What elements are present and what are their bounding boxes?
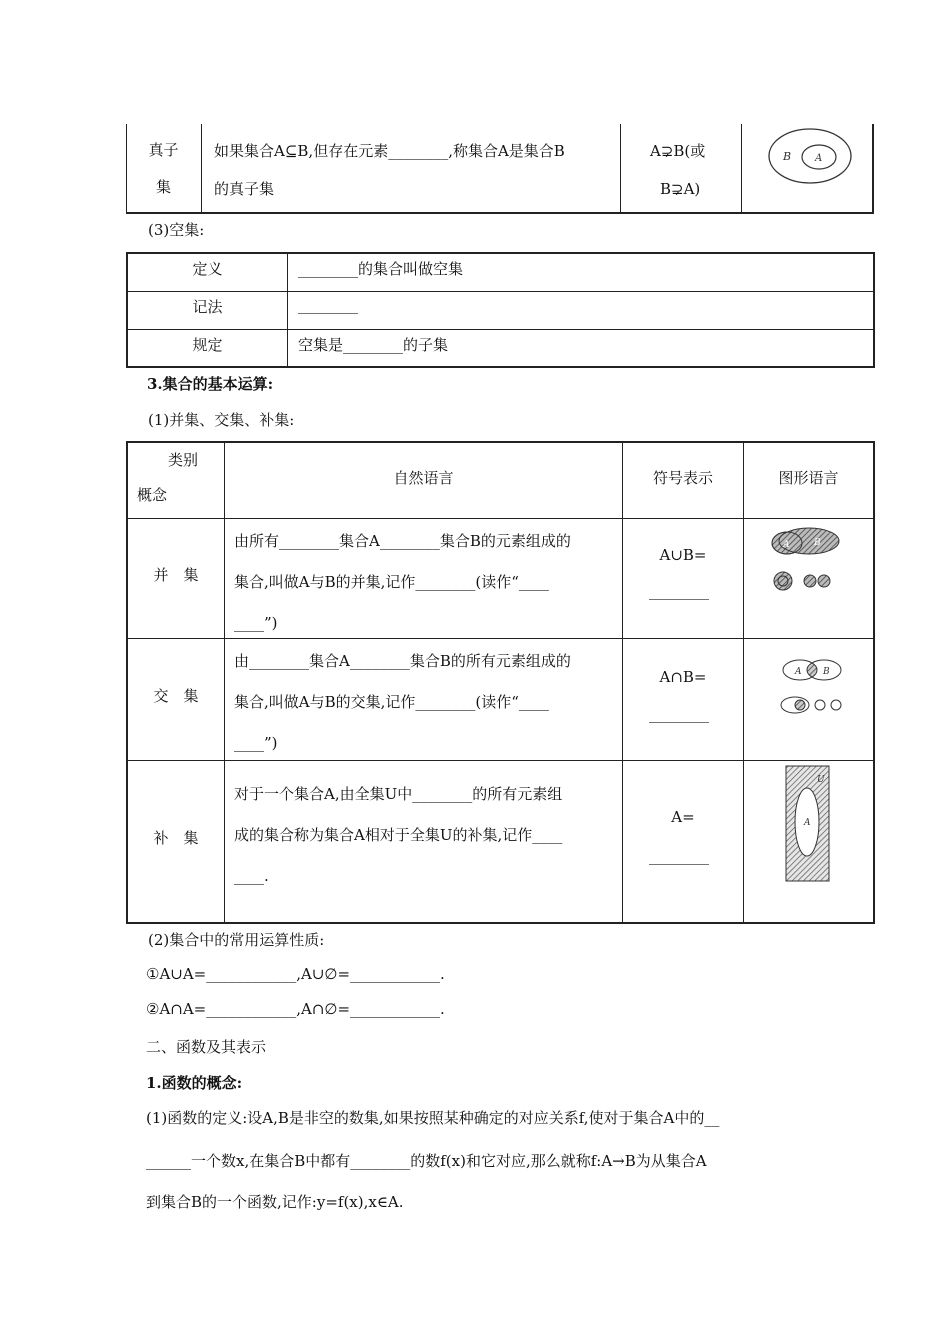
svg-text:A: A <box>804 818 811 828</box>
operations-subheading: (1)并集、交集、补集: <box>148 411 295 429</box>
complement-definition: 对于一个集合A,由全集U中________的所有元素组 成的集合称为集合A相对于全集U的补集,记作____ ____. <box>234 785 563 885</box>
svg-text:B: B <box>814 538 821 548</box>
svg-text:U: U <box>817 775 825 785</box>
function-concept-heading: 1.函数的概念: <box>146 1074 243 1092</box>
function-definition-line-3: 到集合B的一个函数,记作:y=f(x),x∈A. <box>146 1193 404 1211</box>
empty-set-table <box>126 252 875 368</box>
complement-symbol: A= <box>671 808 695 826</box>
intersection-symbol: A∩B= <box>659 668 707 686</box>
properties-line-1: ①A∪A=____________,A∪∅=____________. <box>146 965 445 983</box>
empty-set-heading: (3)空集: <box>148 221 205 239</box>
proper-subset-venn-diagram <box>762 128 858 188</box>
header-graphic: 图形语言 <box>778 469 839 487</box>
proper-subset-label: 真子 集 <box>148 141 179 196</box>
intersection-blank: ________ <box>649 705 709 723</box>
properties-heading: (2)集合中的常用运算性质: <box>148 931 325 949</box>
union-blank: ________ <box>649 582 709 600</box>
header-category: 类别 <box>168 451 199 469</box>
proper-subset-definition: 如果集合A⊆B,但存在元素________,称集合A是集合B 的真子集 <box>214 142 565 198</box>
intersection-venn-diagram <box>778 655 850 717</box>
function-definition-line-1: (1)函数的定义:设A,B是非空的数集,如果按照某种确定的对应关系f,使对于集合A中的__ <box>146 1109 720 1127</box>
complement-label: 补 集 <box>153 829 199 847</box>
union-definition: 由所有________集合A________集合B的元素组成的 集合,叫做A与B的并集,记作________(读作“____ ____”) <box>234 532 571 632</box>
empty-set-row-label: 定义 <box>192 260 223 278</box>
header-natural-language: 自然语言 <box>393 469 454 487</box>
svg-text:B: B <box>783 150 792 163</box>
empty-set-row-content: ________ <box>298 296 358 314</box>
empty-set-row-content: 空集是________的子集 <box>298 336 449 354</box>
header-symbol: 符号表示 <box>652 469 713 487</box>
intersection-label: 交 集 <box>153 687 199 705</box>
properties-line-2: ②A∩A=____________,A∩∅=____________. <box>146 1000 445 1018</box>
svg-text:A: A <box>783 540 790 550</box>
empty-set-row-label: 记法 <box>192 298 223 316</box>
proper-subset-table <box>126 124 873 214</box>
operations-table <box>126 441 875 924</box>
union-symbol: A∪B= <box>659 546 707 564</box>
union-venn-diagram <box>769 525 849 595</box>
empty-set-row-content: ________的集合叫做空集 <box>298 260 464 278</box>
function-definition-line-2: ______一个数x,在集合B中都有________的数f(x)和它对应,那么就称f:A→B为从集合A <box>146 1152 707 1170</box>
union-label: 并 集 <box>153 566 199 584</box>
svg-text:B: B <box>823 667 830 677</box>
svg-text:A: A <box>815 153 823 164</box>
proper-subset-symbol: A⊋B(或 B⊋A) <box>650 142 706 198</box>
section-heading: 二、函数及其表示 <box>146 1038 267 1056</box>
intersection-definition: 由________集合A________集合B的所有元素组成的 集合,叫做A与B的交集,记作________(读作“____ ____”) <box>234 652 571 752</box>
complement-venn-diagram <box>784 764 832 884</box>
svg-text:A: A <box>795 667 802 677</box>
complement-blank: ________ <box>649 847 709 865</box>
empty-set-row-label: 规定 <box>192 336 223 354</box>
header-concept: 概念 <box>137 486 168 504</box>
operations-heading: 3.集合的基本运算: <box>147 375 274 393</box>
